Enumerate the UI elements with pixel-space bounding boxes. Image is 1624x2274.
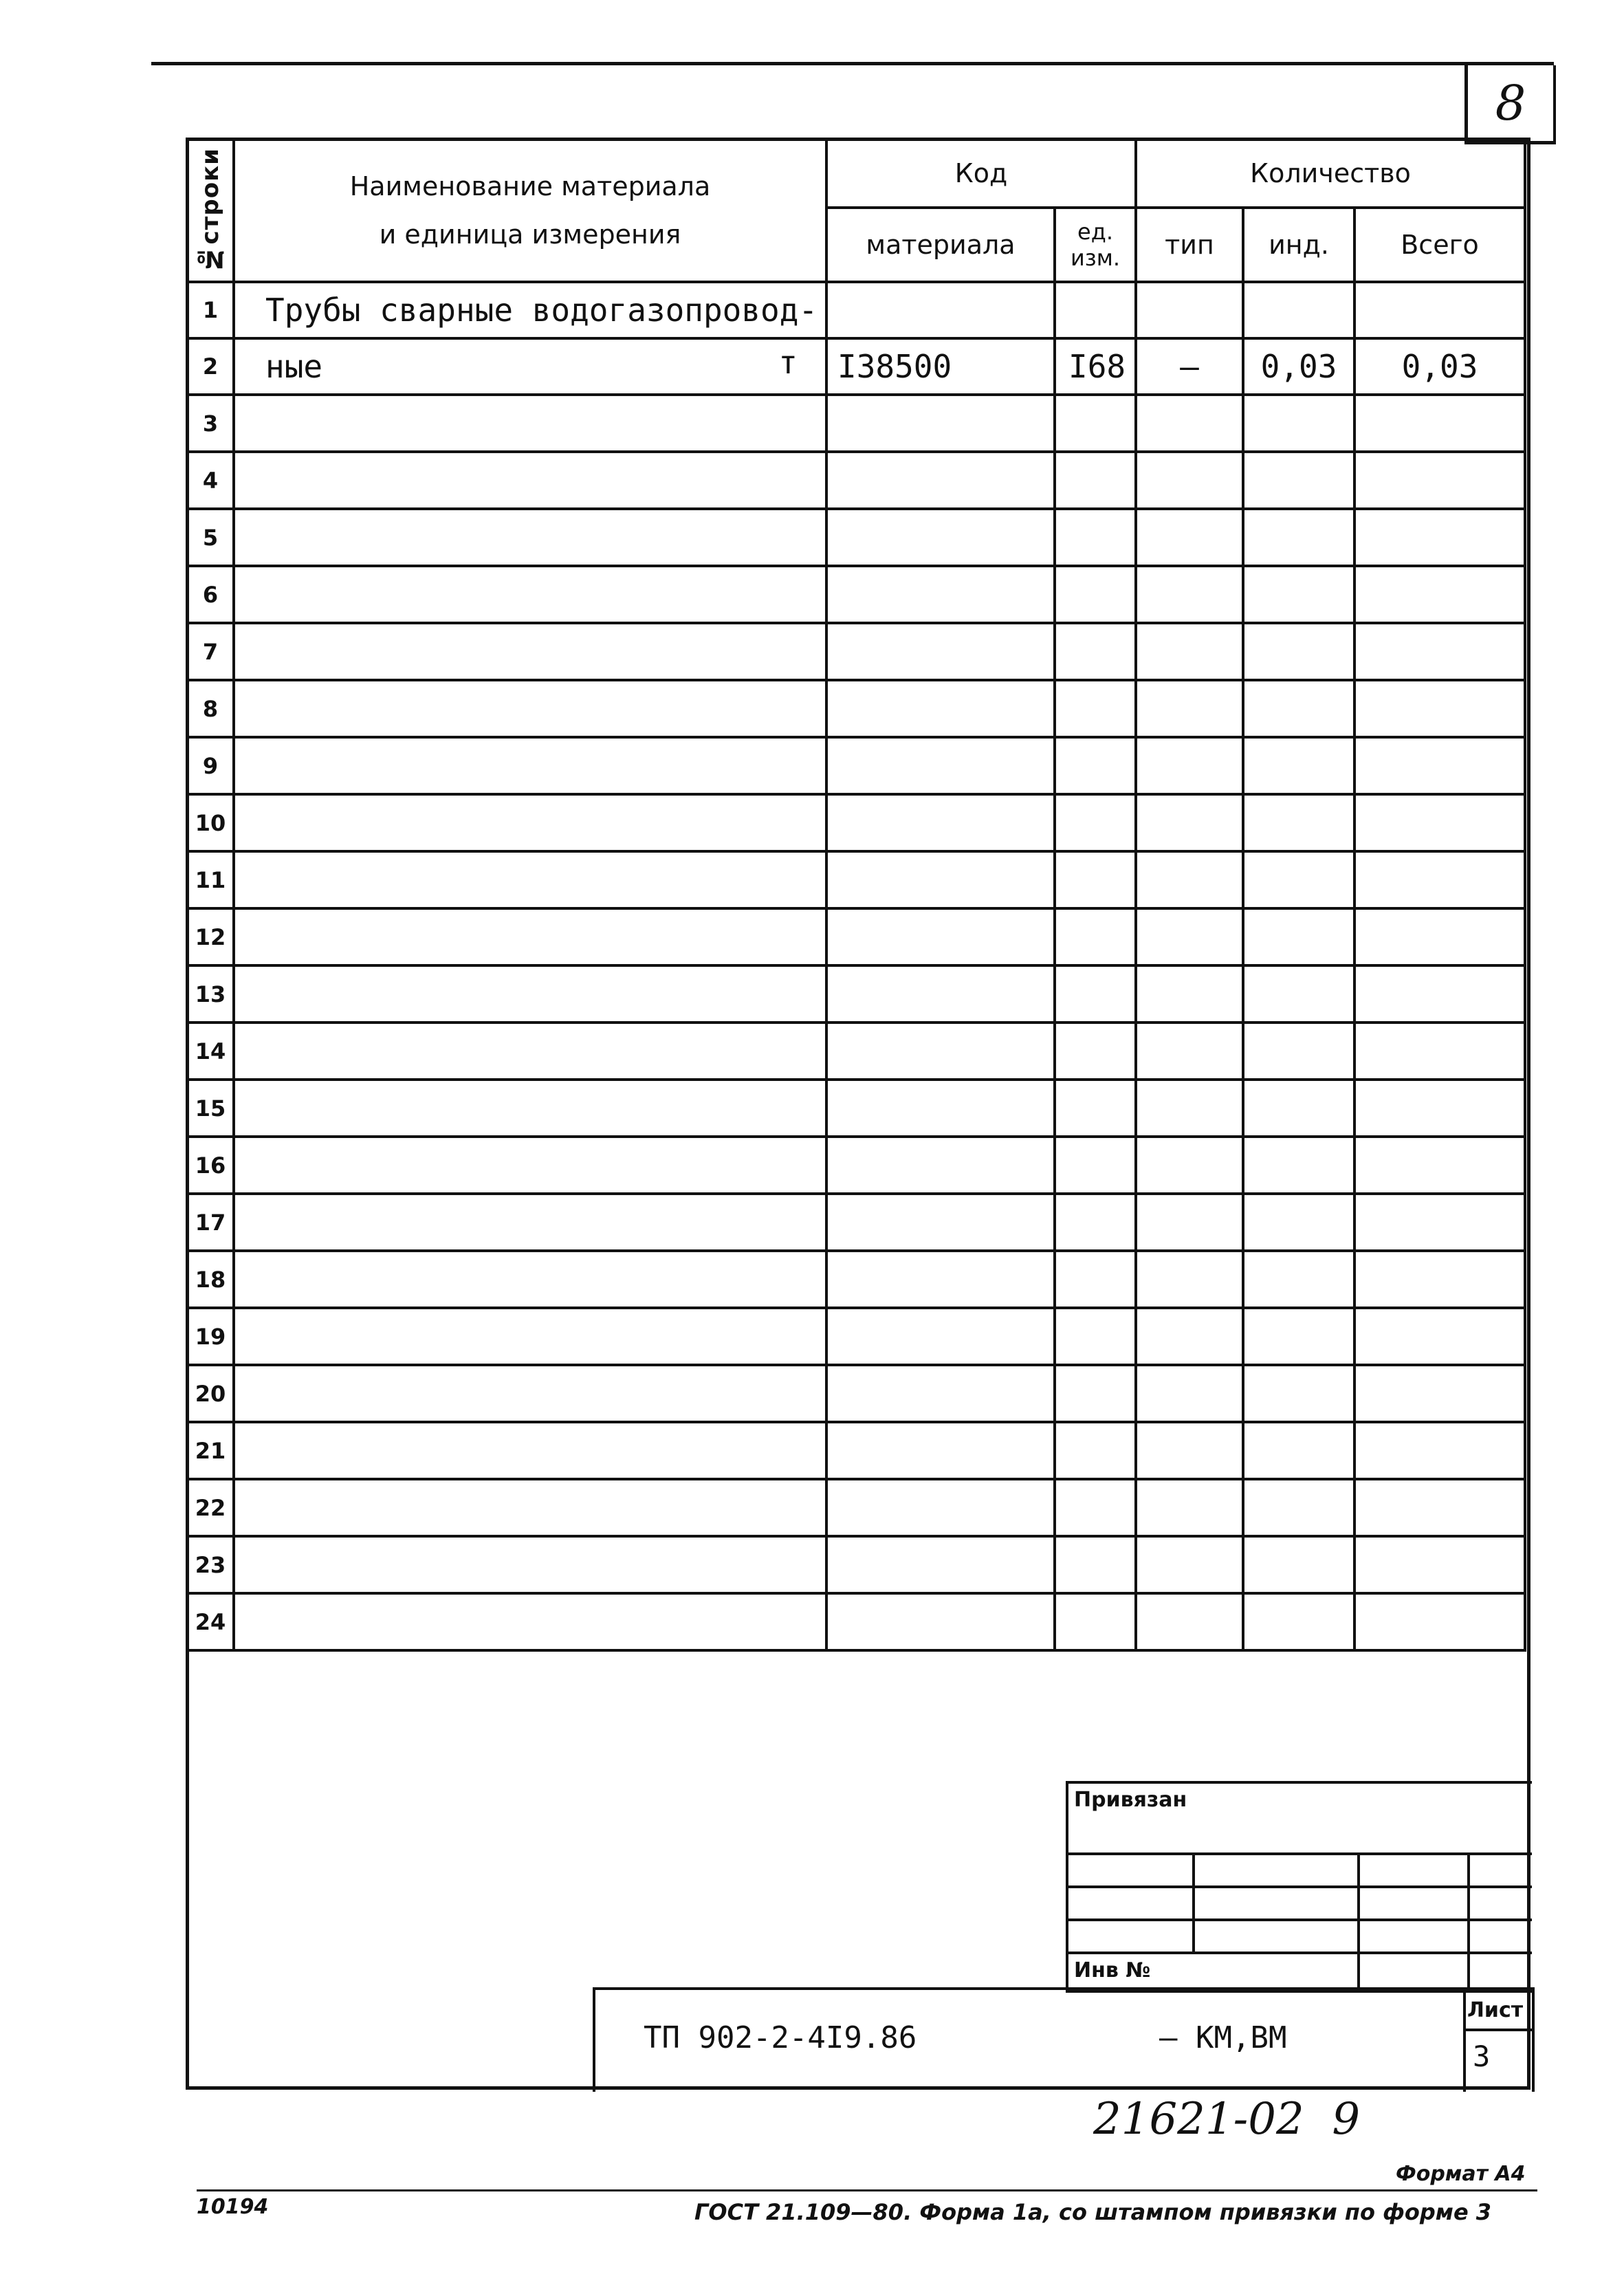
unit-code-cell xyxy=(1055,1593,1136,1650)
table-row xyxy=(187,1251,1525,1308)
qty-ind-cell xyxy=(1243,509,1354,566)
unit-code-cell xyxy=(1055,1422,1136,1479)
material-code-cell xyxy=(826,452,1055,509)
row-number-cell: 17 xyxy=(187,1194,234,1251)
material-unit: т xyxy=(778,344,798,381)
row-number-cell: 7 xyxy=(187,623,234,680)
header-row-no-label: №строки xyxy=(197,148,224,273)
table-row xyxy=(187,1479,1525,1536)
qty-ind-cell xyxy=(1243,282,1354,338)
qty-typ-cell xyxy=(1136,509,1243,566)
row-number-cell: 24 xyxy=(187,1593,234,1650)
unit-code-cell xyxy=(1055,1023,1136,1080)
row-number-cell: 2 xyxy=(187,338,234,395)
table-row xyxy=(187,1593,1525,1650)
qty-total-cell xyxy=(1354,1308,1525,1365)
qty-total-cell xyxy=(1354,965,1525,1023)
qty-ind-cell xyxy=(1243,452,1354,509)
qty-total-cell xyxy=(1354,851,1525,908)
material-code-cell xyxy=(826,1194,1055,1251)
row-number-cell: 6 xyxy=(187,566,234,623)
unit-code-cell xyxy=(1055,1536,1136,1593)
material-name-cell xyxy=(234,1422,826,1479)
qty-typ-cell xyxy=(1136,1308,1243,1365)
material-code-cell xyxy=(826,1080,1055,1137)
qty-typ-cell xyxy=(1136,1194,1243,1251)
qty-total-cell xyxy=(1354,566,1525,623)
title-block xyxy=(593,1987,1535,2092)
qty-ind-cell xyxy=(1243,1023,1354,1080)
qty-total-cell xyxy=(1354,1479,1525,1536)
qty-ind-cell xyxy=(1243,1479,1354,1536)
material-name-cell xyxy=(234,1080,826,1137)
table-row xyxy=(187,851,1525,908)
unit-code-cell xyxy=(1055,395,1136,452)
unit-code-cell xyxy=(1055,282,1136,338)
material-name-cell xyxy=(234,623,826,680)
material-code-cell xyxy=(826,566,1055,623)
qty-total-cell xyxy=(1354,1422,1525,1479)
row-number-cell: 21 xyxy=(187,1422,234,1479)
material-code-cell xyxy=(826,1593,1055,1650)
qty-ind-cell: 0,03 xyxy=(1243,338,1354,395)
material-code-cell xyxy=(826,1536,1055,1593)
material-code-cell xyxy=(826,1251,1055,1308)
qty-ind-cell xyxy=(1243,1422,1354,1479)
qty-ind-cell xyxy=(1243,908,1354,965)
unit-code-cell xyxy=(1055,1479,1136,1536)
qty-ind-cell xyxy=(1243,680,1354,737)
table-row xyxy=(187,1365,1525,1422)
qty-total-cell xyxy=(1354,737,1525,794)
material-code-cell xyxy=(826,1023,1055,1080)
table-row xyxy=(187,794,1525,851)
qty-total-cell: 0,03 xyxy=(1354,338,1525,395)
header-code: Код xyxy=(826,139,1136,208)
header-typ: тип xyxy=(1136,208,1243,282)
table-row xyxy=(187,282,1525,338)
qty-ind-cell xyxy=(1243,1194,1354,1251)
material-code-cell xyxy=(826,395,1055,452)
material-name-cell xyxy=(234,680,826,737)
material-name-cell xyxy=(234,1137,826,1194)
row-number-cell: 13 xyxy=(187,965,234,1023)
row-number-cell: 14 xyxy=(187,1023,234,1080)
material-code-cell xyxy=(826,509,1055,566)
table-row xyxy=(187,965,1525,1023)
qty-total-cell xyxy=(1354,908,1525,965)
material-name-cell xyxy=(234,1251,826,1308)
table-row xyxy=(187,1080,1525,1137)
material-name-cell xyxy=(234,1023,826,1080)
table-row xyxy=(187,737,1525,794)
footer-rule xyxy=(197,2189,1537,2191)
row-number-cell: 8 xyxy=(187,680,234,737)
table-row xyxy=(187,509,1525,566)
table-row xyxy=(187,1536,1525,1593)
unit-code-cell xyxy=(1055,1194,1136,1251)
qty-ind-cell xyxy=(1243,965,1354,1023)
material-code-cell xyxy=(826,908,1055,965)
table-row xyxy=(187,908,1525,965)
material-table xyxy=(186,138,1526,1652)
qty-typ-cell xyxy=(1136,623,1243,680)
material-name-cell xyxy=(234,566,826,623)
material-code-cell xyxy=(826,623,1055,680)
header-unit xyxy=(1055,208,1136,282)
header-unit-line1: ед. xyxy=(1077,219,1113,245)
qty-typ-cell xyxy=(1136,1023,1243,1080)
header-name-line2: и единица измерения xyxy=(379,219,681,250)
material-name: ные xyxy=(265,348,323,385)
sheet-label: Лист xyxy=(1467,1998,1524,2022)
qty-total-cell xyxy=(1354,623,1525,680)
qty-ind-cell xyxy=(1243,1365,1354,1422)
row-number-cell: 23 xyxy=(187,1536,234,1593)
unit-code-cell: I68 xyxy=(1055,338,1136,395)
header-row-no xyxy=(187,139,234,282)
row-number-cell: 22 xyxy=(187,1479,234,1536)
qty-ind-cell xyxy=(1243,1308,1354,1365)
row-number-cell: 11 xyxy=(187,851,234,908)
table-row xyxy=(187,1137,1525,1194)
qty-typ-cell xyxy=(1136,566,1243,623)
material-name-cell xyxy=(234,1365,826,1422)
material-name: Трубы сварные водогазопровод- xyxy=(265,292,818,329)
table-row xyxy=(187,338,1525,395)
material-name-cell xyxy=(234,338,826,395)
qty-typ-cell xyxy=(1136,1137,1243,1194)
qty-ind-cell xyxy=(1243,1593,1354,1650)
qty-ind-cell xyxy=(1243,737,1354,794)
unit-code-cell xyxy=(1055,737,1136,794)
material-name-cell xyxy=(234,1479,826,1536)
qty-ind-cell xyxy=(1243,1080,1354,1137)
qty-ind-cell xyxy=(1243,623,1354,680)
qty-typ-cell xyxy=(1136,851,1243,908)
material-code-cell xyxy=(826,282,1055,338)
table-row xyxy=(187,1422,1525,1479)
material-code-cell xyxy=(826,1479,1055,1536)
qty-typ-cell xyxy=(1136,282,1243,338)
qty-typ-cell xyxy=(1136,1536,1243,1593)
qty-ind-cell xyxy=(1243,395,1354,452)
row-number-cell: 16 xyxy=(187,1137,234,1194)
handwritten-number: 21621-02 9 xyxy=(1093,2094,1361,2145)
qty-ind-cell xyxy=(1243,1137,1354,1194)
header-material: материала xyxy=(826,208,1055,282)
qty-ind-cell xyxy=(1243,1251,1354,1308)
row-number-cell: 10 xyxy=(187,794,234,851)
table-row xyxy=(187,680,1525,737)
footer-gost: ГОСТ 21.109—80. Форма 1а, со штампом привязки по форме 3 xyxy=(694,2199,1492,2225)
unit-code-cell xyxy=(1055,908,1136,965)
qty-typ-cell xyxy=(1136,737,1243,794)
top-rule xyxy=(151,62,1554,65)
qty-total-cell xyxy=(1354,1365,1525,1422)
table-row xyxy=(187,623,1525,680)
material-name-cell xyxy=(234,395,826,452)
material-code-cell xyxy=(826,1308,1055,1365)
sheet-number: 8 xyxy=(1464,65,1556,144)
qty-total-cell xyxy=(1354,794,1525,851)
footer-format: Формат А4 xyxy=(1396,2162,1526,2186)
footer-left-code: 10194 xyxy=(197,2195,269,2219)
qty-typ-cell xyxy=(1136,1479,1243,1536)
qty-total-cell xyxy=(1354,680,1525,737)
qty-typ-cell xyxy=(1136,680,1243,737)
material-name-cell xyxy=(234,851,826,908)
material-name-cell xyxy=(234,509,826,566)
row-number-cell: 3 xyxy=(187,395,234,452)
unit-code-cell xyxy=(1055,1137,1136,1194)
material-name-cell xyxy=(234,908,826,965)
qty-total-cell xyxy=(1354,1194,1525,1251)
material-code-cell xyxy=(826,680,1055,737)
header-unit-line2: изм. xyxy=(1070,245,1121,271)
unit-code-cell xyxy=(1055,623,1136,680)
qty-ind-cell xyxy=(1243,794,1354,851)
row-number-cell: 20 xyxy=(187,1365,234,1422)
header-ind: инд. xyxy=(1243,208,1354,282)
material-code-cell xyxy=(826,965,1055,1023)
row-number-cell: 19 xyxy=(187,1308,234,1365)
material-name-cell xyxy=(234,1593,826,1650)
material-code-cell: I38500 xyxy=(826,338,1055,395)
material-code-cell xyxy=(826,1137,1055,1194)
unit-code-cell xyxy=(1055,509,1136,566)
qty-total-cell xyxy=(1354,1593,1525,1650)
material-code-cell xyxy=(826,794,1055,851)
qty-typ-cell xyxy=(1136,452,1243,509)
qty-total-cell xyxy=(1354,1137,1525,1194)
unit-code-cell xyxy=(1055,794,1136,851)
row-number-cell: 9 xyxy=(187,737,234,794)
material-name-cell xyxy=(234,282,826,338)
unit-code-cell xyxy=(1055,851,1136,908)
unit-code-cell xyxy=(1055,1365,1136,1422)
unit-code-cell xyxy=(1055,1251,1136,1308)
qty-total-cell xyxy=(1354,1080,1525,1137)
material-name-cell xyxy=(234,794,826,851)
qty-total-cell xyxy=(1354,1536,1525,1593)
sheet-value: 3 xyxy=(1473,2040,1491,2073)
row-number-cell: 5 xyxy=(187,509,234,566)
material-code-cell xyxy=(826,851,1055,908)
unit-code-cell xyxy=(1055,1080,1136,1137)
qty-typ-cell xyxy=(1136,395,1243,452)
unit-code-cell xyxy=(1055,965,1136,1023)
material-name-cell xyxy=(234,452,826,509)
row-number-cell: 18 xyxy=(187,1251,234,1308)
material-name-cell xyxy=(234,1308,826,1365)
row-number-cell: 15 xyxy=(187,1080,234,1137)
doc-code: ТП 902-2-4I9.86 xyxy=(644,2020,917,2055)
header-total: Всего xyxy=(1354,208,1525,282)
table-row xyxy=(187,1023,1525,1080)
header-name-line1: Наименование материала xyxy=(349,171,711,201)
material-code-cell xyxy=(826,1365,1055,1422)
qty-ind-cell xyxy=(1243,1536,1354,1593)
qty-total-cell xyxy=(1354,1023,1525,1080)
material-name-cell xyxy=(234,737,826,794)
row-number-cell: 1 xyxy=(187,282,234,338)
binding-label: Привязан xyxy=(1074,1788,1187,1812)
qty-ind-cell xyxy=(1243,851,1354,908)
qty-typ-cell xyxy=(1136,794,1243,851)
unit-code-cell xyxy=(1055,452,1136,509)
qty-ind-cell xyxy=(1243,566,1354,623)
material-name-cell xyxy=(234,1194,826,1251)
qty-total-cell xyxy=(1354,509,1525,566)
header-name xyxy=(234,139,826,282)
row-number-cell: 12 xyxy=(187,908,234,965)
qty-typ-cell xyxy=(1136,1080,1243,1137)
doc-suffix: – КМ,ВМ xyxy=(1159,2020,1287,2055)
table-row xyxy=(187,395,1525,452)
qty-typ-cell xyxy=(1136,1251,1243,1308)
binding-stamp xyxy=(1066,1781,1532,1993)
material-name-cell xyxy=(234,1536,826,1593)
qty-typ-cell xyxy=(1136,908,1243,965)
material-name-cell xyxy=(234,965,826,1023)
qty-typ-cell: – xyxy=(1136,338,1243,395)
qty-total-cell xyxy=(1354,395,1525,452)
header-quantity: Количество xyxy=(1136,139,1525,208)
table-row xyxy=(187,566,1525,623)
inv-label: Инв № xyxy=(1074,1958,1151,1982)
material-code-cell xyxy=(826,1422,1055,1479)
row-number-cell: 4 xyxy=(187,452,234,509)
qty-total-cell xyxy=(1354,282,1525,338)
qty-typ-cell xyxy=(1136,1365,1243,1422)
qty-typ-cell xyxy=(1136,965,1243,1023)
qty-total-cell xyxy=(1354,1251,1525,1308)
unit-code-cell xyxy=(1055,1308,1136,1365)
table-row xyxy=(187,1308,1525,1365)
qty-total-cell xyxy=(1354,452,1525,509)
table-row xyxy=(187,452,1525,509)
table-row xyxy=(187,1194,1525,1251)
unit-code-cell xyxy=(1055,566,1136,623)
unit-code-cell xyxy=(1055,680,1136,737)
qty-typ-cell xyxy=(1136,1422,1243,1479)
qty-typ-cell xyxy=(1136,1593,1243,1650)
material-code-cell xyxy=(826,737,1055,794)
